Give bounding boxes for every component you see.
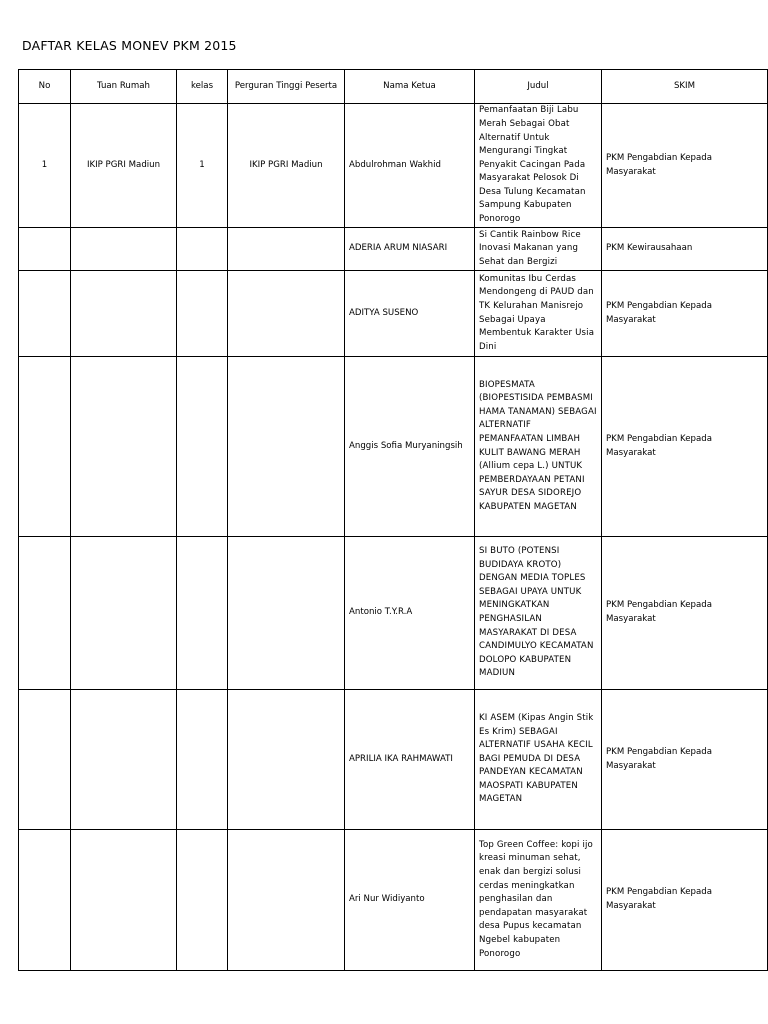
table-row (19, 690, 768, 830)
cell-tuan-rumah (71, 537, 177, 690)
header-nama-ketua: Nama Ketua (345, 70, 475, 104)
header-no: No (19, 70, 71, 104)
cell-judul: KI ASEM (Kipas Angin Stik Es Krim) SEBAGAI ALTERNATIF USAHA KECIL BAGI PEMUDA DI DESA PANDEYAN KECAMATAN MAOSPATI KABUPATEN MAGETAN (475, 690, 602, 830)
cell-no (19, 830, 71, 971)
cell-nama-ketua: ADERIA ARUM NIASARI (345, 228, 475, 271)
cell-nama-ketua: Abdulrohman Wakhid (345, 104, 475, 228)
cell-judul: Si Cantik Rainbow Rice Inovasi Makanan yang Sehat dan Bergizi (475, 228, 602, 271)
cell-perguruan (228, 357, 345, 537)
cell-skim: PKM Kewirausahaan (602, 228, 768, 271)
cell-kelas (177, 357, 228, 537)
cell-nama-ketua: Ari Nur Widiyanto (345, 830, 475, 971)
cell-perguruan (228, 228, 345, 271)
cell-kelas (177, 271, 228, 357)
header-perguruan: Perguran Tinggi Peserta (228, 70, 345, 104)
cell-no (19, 357, 71, 537)
cell-perguruan (228, 690, 345, 830)
cell-no (19, 537, 71, 690)
cell-kelas (177, 690, 228, 830)
header-row (19, 70, 768, 104)
cell-skim: PKM Pengabdian Kepada Masyarakat (602, 830, 768, 971)
cell-no: 1 (19, 104, 71, 228)
cell-perguruan (228, 271, 345, 357)
cell-judul: Top Green Coffee: kopi ijo kreasi minuman sehat, enak dan bergizi solusi cerdas meningkatkan penghasilan dan pendapatan masyarakat desa Pupus kecamatan Ngebel kabupaten Ponorogo (475, 830, 602, 971)
table-row (19, 271, 768, 357)
cell-tuan-rumah (71, 830, 177, 971)
cell-nama-ketua: Antonio T.Y.R.A (345, 537, 475, 690)
cell-no (19, 228, 71, 271)
cell-perguruan (228, 537, 345, 690)
cell-tuan-rumah (71, 271, 177, 357)
cell-skim: PKM Pengabdian Kepada Masyarakat (602, 271, 768, 357)
monev-table (18, 69, 768, 971)
cell-kelas (177, 228, 228, 271)
cell-judul: BIOPESMATA (BIOPESTISIDA PEMBASMI HAMA TANAMAN) SEBAGAI ALTERNATIF PEMANFAATAN LIMBAH KULIT BAWANG MERAH (Allium cepa L.) UNTUK PEMBERDAYAAN PETANI SAYUR DESA SIDOREJO KABUPATEN MAGETAN (475, 357, 602, 537)
header-skim: SKIM (602, 70, 768, 104)
cell-kelas (177, 537, 228, 690)
cell-perguruan: IKIP PGRI Madiun (228, 104, 345, 228)
document-title: DAFTAR KELAS MONEV PKM 2015 (22, 38, 237, 53)
cell-perguruan (228, 830, 345, 971)
cell-judul: Komunitas Ibu Cerdas Mendongeng di PAUD dan TK Kelurahan Manisrejo Sebagai Upaya Membentuk Karakter Usia Dini (475, 271, 602, 357)
cell-tuan-rumah (71, 690, 177, 830)
cell-no (19, 690, 71, 830)
table-row (19, 357, 768, 537)
header-judul: Judul (475, 70, 602, 104)
cell-nama-ketua: Anggis Sofia Muryaningsih (345, 357, 475, 537)
table-row (19, 537, 768, 690)
header-tuan-rumah: Tuan Rumah (71, 70, 177, 104)
cell-judul: Pemanfaatan Biji Labu Merah Sebagai Obat Alternatif Untuk Mengurangi Tingkat Penyakit Cacingan Pada Masyarakat Pelosok Di Desa Tulung Kecamatan Sampung Kabupaten Ponorogo (475, 104, 602, 228)
table-row (19, 228, 768, 271)
table-row (19, 104, 768, 228)
cell-skim: PKM Pengabdian Kepada Masyarakat (602, 357, 768, 537)
cell-nama-ketua: APRILIA IKA RAHMAWATI (345, 690, 475, 830)
cell-tuan-rumah (71, 228, 177, 271)
cell-skim: PKM Pengabdian Kepada Masyarakat (602, 104, 768, 228)
cell-no (19, 271, 71, 357)
header-kelas: kelas (177, 70, 228, 104)
cell-tuan-rumah (71, 357, 177, 537)
cell-skim: PKM Pengabdian Kepada Masyarakat (602, 537, 768, 690)
cell-tuan-rumah: IKIP PGRI Madiun (71, 104, 177, 228)
cell-judul: SI BUTO (POTENSI BUDIDAYA KROTO) DENGAN MEDIA TOPLES SEBAGAI UPAYA UNTUK MENINGKATKAN PENGHASILAN MASYARAKAT DI DESA CANDIMULYO KECAMATAN DOLOPO KABUPATEN MADIUN (475, 537, 602, 690)
cell-skim: PKM Pengabdian Kepada Masyarakat (602, 690, 768, 830)
cell-kelas: 1 (177, 104, 228, 228)
cell-nama-ketua: ADITYA SUSENO (345, 271, 475, 357)
table-row (19, 830, 768, 971)
cell-kelas (177, 830, 228, 971)
